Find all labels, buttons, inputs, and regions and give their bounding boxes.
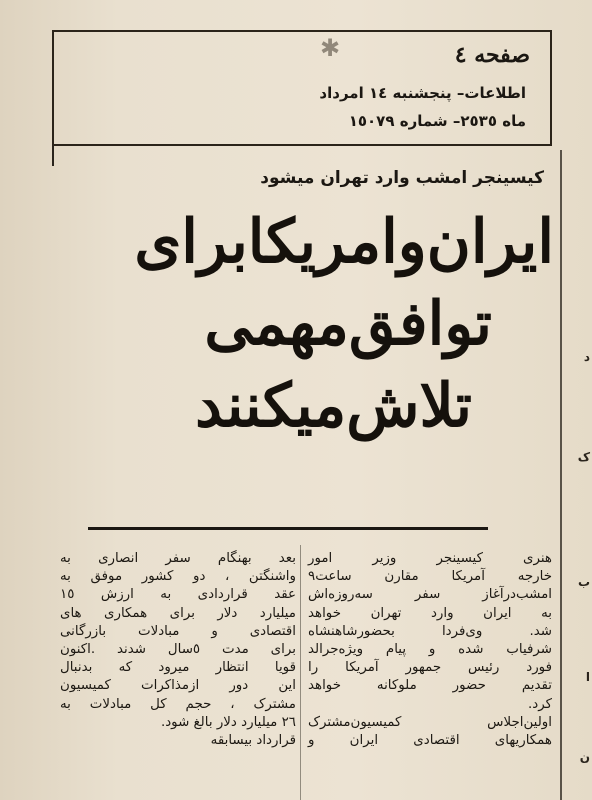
headline-line-3: تلاش‌میکنند [195, 371, 472, 441]
side-fragment: ن [579, 750, 590, 764]
column-rule-left [52, 146, 54, 166]
body-line: این دور ازمذاکرات کمیسیون [60, 678, 296, 694]
body-line: ٢٦ میلیارد دلار بالغ شود. [160, 714, 296, 730]
article-headline [0, 207, 572, 441]
ink-smudge-icon: ✱ [320, 34, 341, 62]
body-line: به ایران وارد تهران خواهد [308, 605, 552, 621]
body-line: شد. وی‌فردا بحضورشاهنشاه [308, 623, 552, 639]
side-fragment: ب [577, 575, 590, 589]
body-line: امشب‌درآغاز سفر سه‌روزه‌اش [308, 587, 552, 603]
page-header-box [52, 30, 552, 146]
body-line: شرفیاب شده و پیام ویژه‌جرالد [308, 642, 552, 658]
headline-line-2: توافق‌مهمی [204, 289, 492, 359]
body-line: کرد. [528, 696, 552, 712]
body-line: بعد بهنگام سفر انصاری به [60, 551, 296, 566]
body-line: اولین‌اجلاس کمیسیون‌مشترک [308, 714, 552, 730]
body-column-right [308, 550, 552, 750]
body-line: قرارداد بیسابقه [210, 733, 296, 749]
body-line: تقدیم حضور ملوکانه خواهد [308, 678, 552, 694]
body-line: خارجه آمریکا مقارن ساعت۹ [308, 569, 552, 585]
side-fragment: ا [585, 670, 590, 684]
body-line: همکاریهای اقتصادی ایران و [308, 733, 552, 749]
body-line: هنری کیسینجر وزیر امور [308, 551, 552, 566]
header-date-line: اطلاعات– پنجشنبه ١٤ امرداد [319, 84, 526, 102]
article-kicker: کیسینجر امشب وارد تهران میشود [260, 168, 544, 188]
headline-line-1: ایران‌وامریکابرای [134, 207, 554, 277]
body-column-left [60, 550, 296, 750]
body-line: مشترک ، حجم کل مبادلات به [60, 696, 296, 712]
body-line: میلیارد دلار برای همکاری های [60, 605, 296, 621]
adjacent-column-strip [563, 150, 592, 800]
body-line: عقد قراردادی به ارزش ١٥ [60, 587, 296, 603]
column-gutter [300, 545, 301, 800]
body-line: قویا انتظار میرود که بدنبال [60, 660, 296, 676]
header-issue-line: ماه ٢٥٣٥– شماره ١٥٠٧٩ [348, 112, 526, 130]
body-line: اقتصادی و مبادلات بازرگانی [60, 623, 296, 639]
body-line: واشنگتن ، دو کشور موفق به [60, 569, 296, 585]
page-number: صفحه ٤ [454, 42, 530, 68]
side-fragment: د [583, 350, 590, 364]
body-line: فورد رئیس جمهور آمریکا را [308, 660, 552, 676]
body-line: برای مدت ٥سال شدند .اکنون [60, 642, 296, 658]
headline-divider [88, 527, 488, 530]
side-fragment: ک [577, 450, 590, 464]
